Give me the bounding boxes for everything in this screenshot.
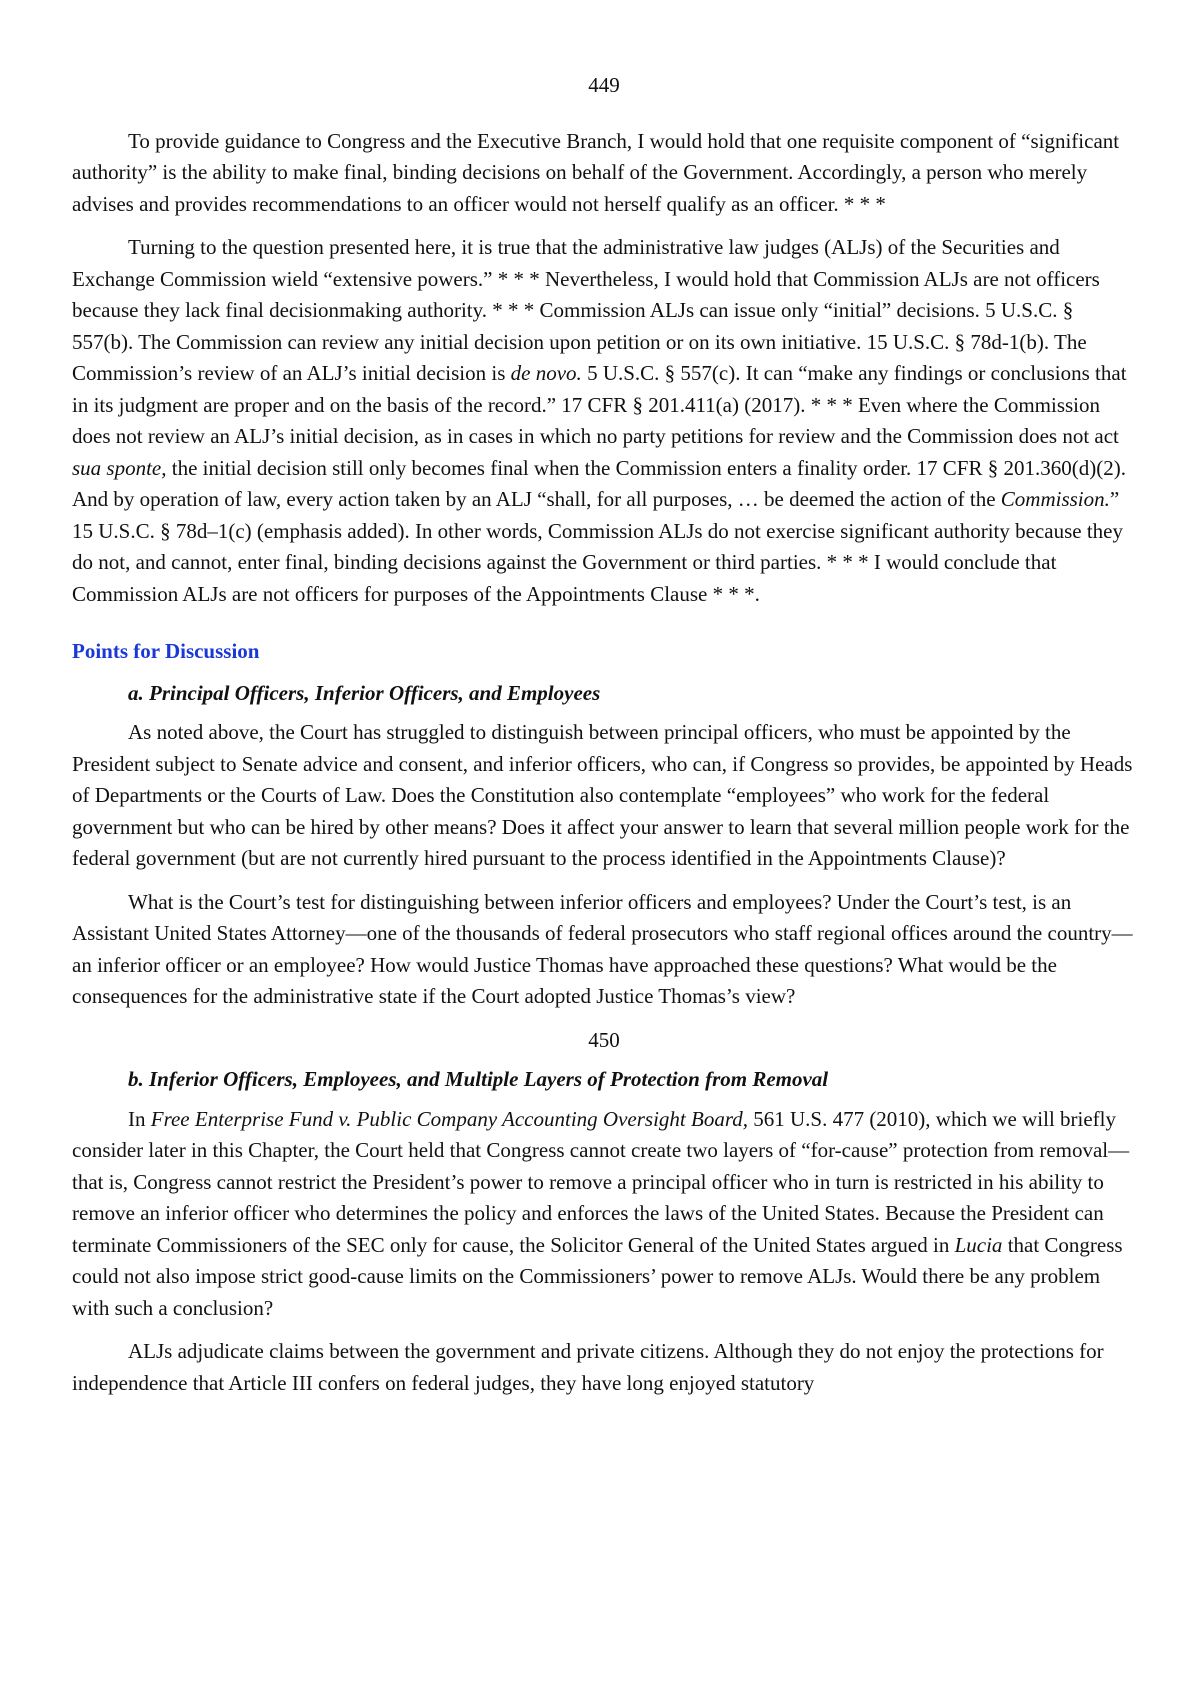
case-name-lucia: Lucia <box>954 1232 1003 1257</box>
quote-text-4: ” 15 U.S.C. § 78d–1(c) (emphasis added). In other words, Commission ALJs do not exercise significant authority because they do not, and cannot, enter final, binding decisions against the Government or third parties. * * * I would conclude that Commission ALJs are not officers for purposes of the Appointments Clause * * *. <box>72 487 1123 606</box>
subheading-a: a. Principal Officers, Inferior Officers, and Employees <box>128 680 601 705</box>
document-page <box>72 70 1136 1399</box>
quote-text-3: the initial decision still only becomes final when the Commission enters a finality order. 17 CFR § 201.360(d)(2). And by operation of law, every action taken by an ALJ “shall, for all purposes, … be deemed the action of the <box>72 455 1126 511</box>
subheading-b: b. Inferior Officers, Employees, and Multiple Layers of Protection from Removal <box>128 1067 829 1091</box>
points-for-discussion-heading: Points for Discussion <box>72 639 260 663</box>
page-number-449: 449 <box>588 73 620 97</box>
quote-italic-commission: Commission. <box>1000 487 1110 511</box>
quote-paragraph-1: To provide guidance to Congress and the Executive Branch, I would hold that one requisite component of “significant authority” is the ability to make final, binding decisions on behalf of the Government. Accordingly, a person who merely advises and provides recommendations to an officer would not herself qualify as an officer. * * * <box>72 128 1120 216</box>
discussion-b-text-3: that Congress could not also impose strict good-cause limits on the Commissioners’ power to remove ALJs. Would there be any problem with such a conclusion? <box>72 1232 1123 1320</box>
discussion-a-paragraph-1: As noted above, the Court has struggled to distinguish between principal officers, who must be appointed by the President subject to Senate advice and consent, and inferior officers, who can, if Congress so provides, be appointed by Heads of Departments or the Courts of Law. Does the Constitution also contemplate “employees” who work for the federal government but who can be hired by other means? Does it affect your answer to learn that several million people work for the federal government (but are not currently hired pursuant to the process identified in the Appointments Clause)? <box>72 720 1133 870</box>
case-name-free-enterprise-fund: Free Enterprise Fund v. Public Company Accounting Oversight Board, <box>150 1106 748 1131</box>
quote-italic-de-novo: de novo. <box>510 361 582 385</box>
discussion-a-paragraph-2: What is the Court’s test for distinguishing between inferior officers and employees? Under the Court’s test, is an Assistant United States Attorney—one of the thousands of federal prosecutors who staff regional offices around the country—an inferior officer or an employee? How would Justice Thomas have approached these questions? What would be the consequences for the administrative state if the Court adopted Justice Thomas’s view? <box>72 889 1133 1008</box>
quote-text-1: Turning to the question presented here, it is true that the administrative law judges (ALJs) of the Securities and Exchange Commission wield “extensive powers.” * * * Nevertheless, I would hold that Commission ALJs are not officers because they lack final decisionmaking authority. * * * Commission ALJs can issue only “initial” decisions. 5 U.S.C. § 557(b). The Commission can review any initial decision upon petition or on its own initiative. 15 U.S.C. § 78d-1(b). The Commission’s review of an ALJ’s initial decision is <box>72 235 1100 385</box>
page-number-450: 450 <box>588 1027 620 1052</box>
quote-paragraph-2 <box>72 232 1136 610</box>
discussion-b-paragraph-2: ALJs adjudicate claims between the government and private citizens. Although they do not enjoy the protections for independence that Article III confers on federal judges, they have long enjoyed statutory <box>72 1339 1104 1395</box>
quote-text-2: 5 U.S.C. § 557(c). It can “make any findings or conclusions that in its judgment are proper and on the basis of the record.” 17 CFR § 201.411(a) (2017). * * * Even where the Commission does not review an ALJ’s initial decision, as in cases in which no party petitions for review and the Commission does not act <box>72 361 1127 448</box>
quote-italic-sua-sponte: sua sponte, <box>72 455 167 480</box>
discussion-b-text-1: In <box>128 1106 151 1131</box>
discussion-b-paragraph-1 <box>72 1104 1136 1325</box>
discussion-b-text-2: 561 U.S. 477 (2010), which we will briefly consider later in this Chapter, the Court held that Congress cannot create two layers of “for-cause” protection from removal—that is, Congress cannot restrict the President’s power to remove a principal officer who in turn is restricted in his ability to remove an inferior officer who determines the policy and enforces the laws of the United States. Because the President can terminate Commissioners of the SEC only for cause, the Solicitor General of the United States argued in <box>72 1106 1130 1257</box>
